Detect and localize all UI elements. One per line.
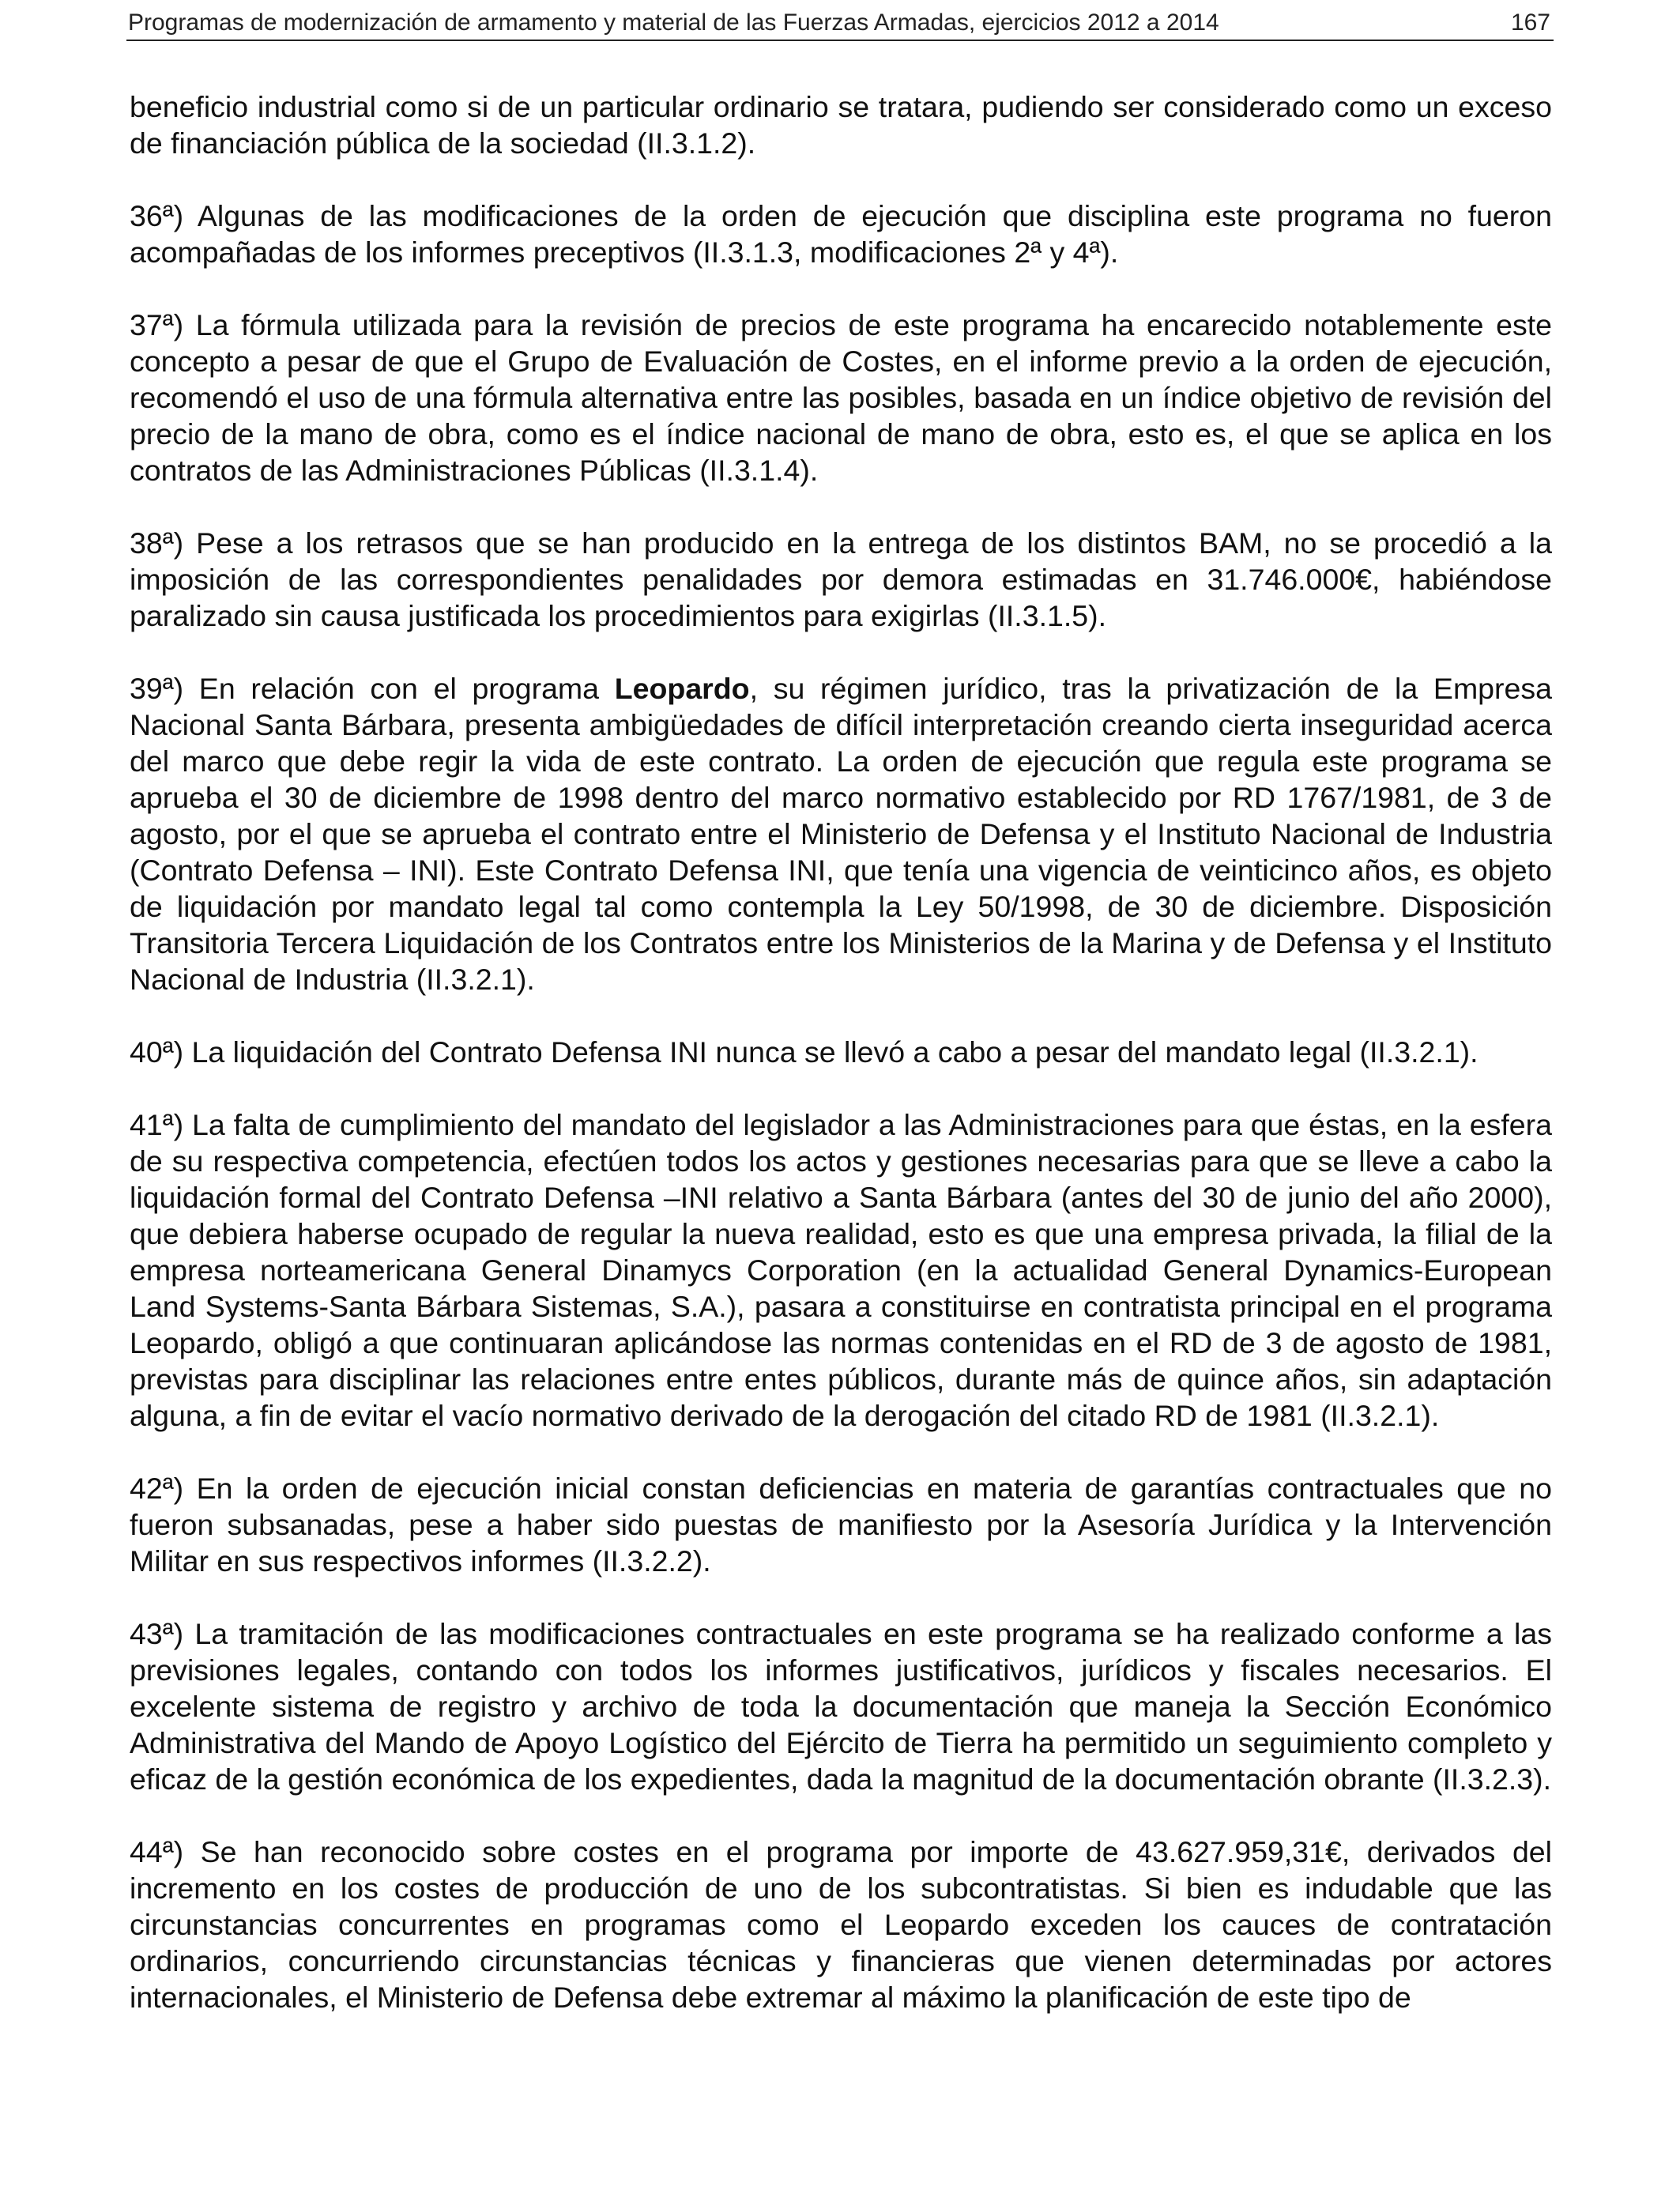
paragraph-conclusion-38: 38ª) Pese a los retrasos que se han producido en la entrega de los distintos BAM, no se procedió a la imposición de las correspondientes penalidades por demora estimadas en 31.746.000€, habiéndose paralizado sin causa justificada los procedimientos para exigirlas (II.3.1.5). [130, 526, 1552, 632]
paragraph-conclusion-42: 42ª) En la orden de ejecución inicial constan deficiencias en materia de garantías contractuales que no fueron subsanadas, pese a haber sido puestas de manifiesto por la Asesoría Jurídica y la Intervención Militar en sus respectivos informes (II.3.2.2). [130, 1472, 1552, 1578]
paragraph-39-body: , su régimen jurídico, tras la privatización de la Empresa Nacional Santa Bárbara, presenta ambigüedades de difícil interpretación creando cierta inseguridad acerca del marco que debe regir la vida de este contrato. La orden de ejecución que regula este programa se aprueba el 30 de diciembre de 1998 dentro del marco normativo establecido por RD 1767/1981, de 3 de agosto, por el que se aprueba el contrato entre el Ministerio de Defensa y el Instituto Nacional de Industria (Contrato Defensa – INI). Este Contrato Defensa INI, que tenía una vigencia de veinticinco años, es objeto de liquidación por mandato legal tal como contempla la Ley 50/1998, de 30 de diciembre. Disposición Transitoria Tercera Liquidación de los Contratos entre los Ministerios de la Marina y de Defensa y el Instituto Nacional de Industria (II.3.2.1). [130, 672, 1552, 996]
header-title: Programas de modernización de armamento y material de las Fuerzas Armadas, ejercicios 2012 a 2014 [128, 9, 1219, 36]
paragraph-continuation: beneficio industrial como si de un particular ordinario se tratara, pudiendo ser considerado como un exceso de financiación pública de la sociedad (II.3.1.2). [130, 90, 1552, 160]
document-body [130, 89, 1552, 2052]
paragraph-conclusion-41: 41ª) La falta de cumplimiento del mandato del legislador a las Administraciones para que éstas, en la esfera de su respectiva competencia, efectúen todos los actos y gestiones necesarias para que se lleve a cabo la liquidación formal del Contrato Defensa –INI relativo a Santa Bárbara (antes del 30 de junio del año 2000), que debiera haberse ocupado de regular la nueva realidad, esto es que una empresa privada, la filial de la empresa norteamericana General Dinamycs Corporation (en la actualidad General Dynamics-European Land Systems-Santa Bárbara Sistemas, S.A.), pasara a constituirse en contratista principal en el programa Leopardo, obligó a que continuaran aplicándose las normas contenidas en el RD de 3 de agosto de 1981, previstas para disciplinar las relaciones entre entes públicos, durante más de quince años, sin adaptación alguna, a fin de evitar el vacío normativo derivado de la derogación del citado RD de 1981 (II.3.2.1). [130, 1108, 1552, 1432]
paragraph-39-intro: 39ª) En relación con el programa [130, 672, 615, 705]
paragraph-conclusion-44: 44ª) Se han reconocido sobre costes en el programa por importe de 43.627.959,31€, derivados del incremento en los costes de producción de uno de los subcontratistas. Si bien es indudable que las circunstancias concurrentes en programas como el Leopardo exceden los cauces de contratación ordinarios, concurriendo circunstancias técnicas y financieras que vienen determinadas por actores internacionales, el Ministerio de Defensa debe extremar al máximo la planificación de este tipo de [130, 1835, 1552, 2014]
paragraph-conclusion-36: 36ª) Algunas de las modificaciones de la orden de ejecución que disciplina este programa no fueron acompañadas de los informes preceptivos (II.3.1.3, modificaciones 2ª y 4ª). [130, 199, 1552, 269]
paragraph-conclusion-37: 37ª) La fórmula utilizada para la revisión de precios de este programa ha encarecido notablemente este concepto a pesar de que el Grupo de Evaluación de Costes, en el informe previo a la orden de ejecución, recomendó el uso de una fórmula alternativa entre las posibles, basada en un índice objetivo de revisión del precio de la mano de obra, como es el índice nacional de mano de obra, esto es, el que se aplica en los contratos de las Administraciones Públicas (II.3.1.4). [130, 308, 1552, 487]
page-number: 167 [1510, 9, 1550, 36]
paragraph-conclusion-43: 43ª) La tramitación de las modificaciones contractuales en este programa se ha realizado conforme a las previsiones legales, contando con todos los informes justificativos, jurídicos y fiscales necesarios. El excelente sistema de registro y archivo de toda la documentación que maneja la Sección Económico Administrativa del Mando de Apoyo Logístico del Ejército de Tierra ha permitido un seguimiento completo y eficaz de la gestión económica de los expedientes, dada la magnitud de la documentación obrante (II.3.2.3). [130, 1617, 1552, 1796]
program-name-leopardo: Leopardo [614, 672, 750, 705]
paragraph-conclusion-39 [130, 670, 1552, 997]
page-header [126, 6, 1554, 41]
paragraph-conclusion-40: 40ª) La liquidación del Contrato Defensa INI nunca se llevó a cabo a pesar del mandato legal (II.3.2.1). [130, 1035, 1478, 1069]
